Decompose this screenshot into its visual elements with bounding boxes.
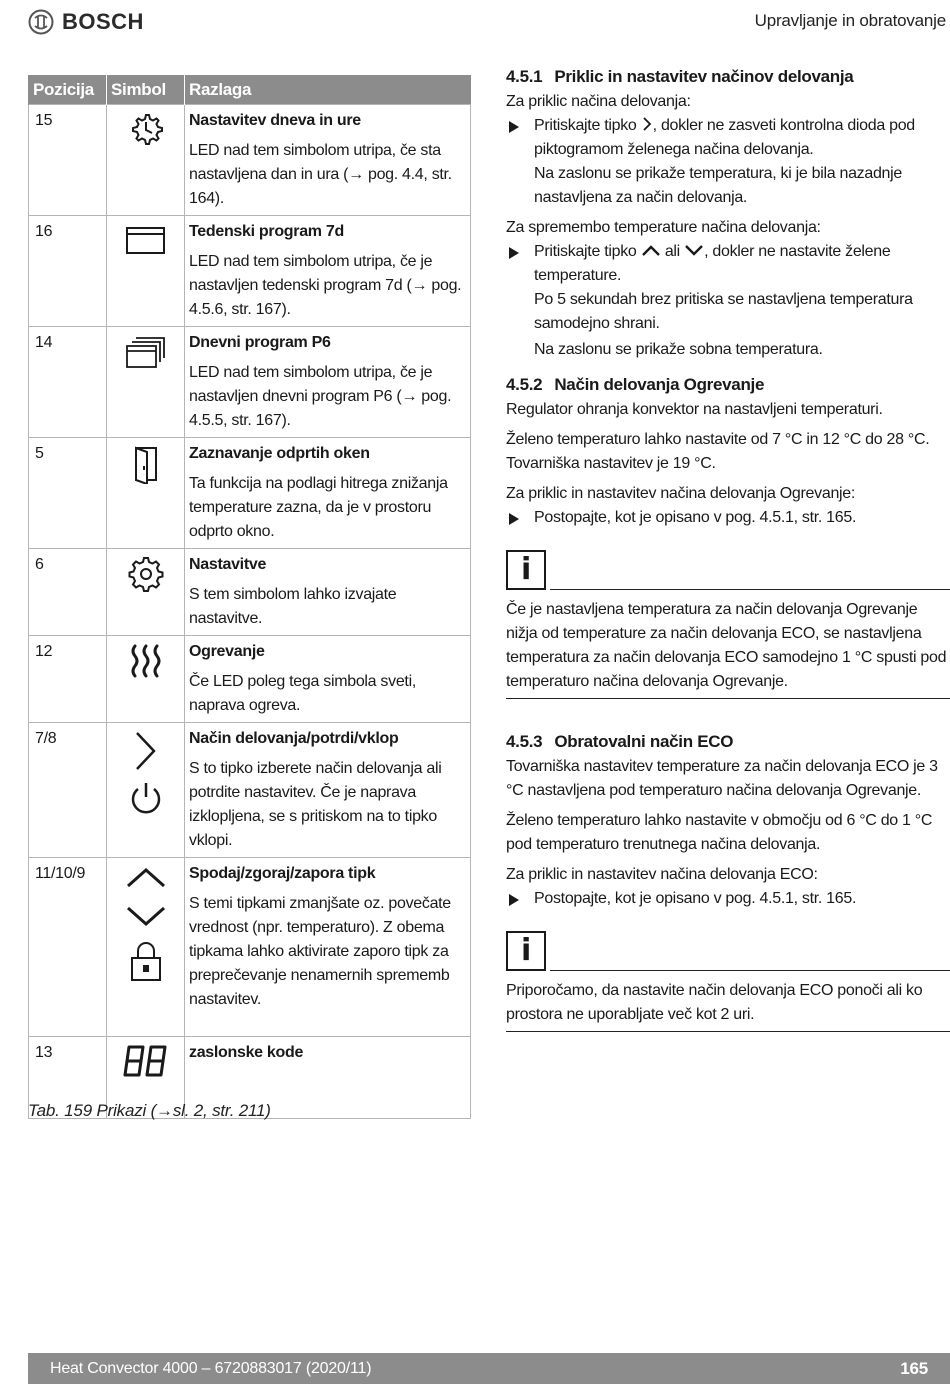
row-title: Nastavitve — [189, 556, 267, 573]
chevron-up-icon — [641, 243, 661, 257]
row-explanation — [185, 105, 471, 216]
paragraph: Za spremembo temperature načina delovanja: — [506, 219, 821, 236]
row-desc: S to tipko izberete način delovanja ali potrdite nastavitev. Če je naprava izklopljena, se s pritiskom na to tipko vklopi. — [189, 760, 442, 849]
brand-logo — [28, 7, 144, 37]
row-position: 13 — [29, 1037, 107, 1119]
row-position: 15 — [29, 105, 107, 216]
heating-waves-icon — [127, 642, 165, 682]
row-symbol — [107, 438, 185, 549]
section-heading-453: 4.5.3 Obratovalni način ECO — [506, 732, 734, 751]
table-row — [29, 327, 471, 438]
row-position: 7/8 — [29, 723, 107, 858]
table-row — [29, 858, 471, 1037]
row-desc: Če LED poleg tega simbola sveti, naprava ogreva. — [189, 673, 416, 714]
bullet-item: Pritiskajte tipko ali , dokler ne nastavite želene temperature. Po 5 sekundah brez pritiska se nastavljena temperatura samodejno shrani. Na zaslonu se prikaže sobna temperatura. — [506, 240, 950, 362]
row-explanation — [185, 636, 471, 723]
paragraph: Tovarniška nastavitev temperature za način delovanja ECO je 3 °C nastavljena pod temperaturo načina delovanja Ogrevanje. — [506, 758, 938, 799]
row-title: Ogrevanje — [189, 643, 265, 660]
bosch-armature-icon — [28, 9, 54, 35]
bullet-result: Na zaslonu se prikaže temperatura, ki je bila nazadnje nastavljena za način delovanja. — [534, 165, 903, 206]
row-position: 6 — [29, 549, 107, 636]
column-header: Simbol — [107, 75, 185, 105]
chevron-down-icon — [684, 243, 704, 257]
row-symbol — [107, 105, 185, 216]
info-icon: i — [506, 550, 546, 590]
row-position: 11/10/9 — [29, 858, 107, 1037]
row-desc: LED nad tem simbolom utripa, če je nastavljen tedenski program 7d (→ pog. 4.5.6, str. 167). — [189, 253, 462, 318]
bullet-item: Postopajte, kot je opisano v pog. 4.5.1, str. 165. — [506, 887, 950, 911]
table-header-row — [29, 75, 471, 105]
row-explanation — [185, 216, 471, 327]
row-position: 5 — [29, 438, 107, 549]
paragraph: Želeno temperaturo lahko nastavite v območju od 6 °C do 1 °C pod temperaturo trenutnega načina delovanja. — [506, 812, 933, 853]
row-symbol — [107, 723, 185, 858]
row-desc: S tem simbolom lahko izvajate nastavitve. — [189, 586, 397, 627]
row-desc: LED nad tem simbolom utripa, če sta nastavljena dan in ura (→ pog. 4.4, str. 164). — [189, 142, 452, 207]
right-column — [506, 64, 950, 1032]
brand-name: BOSCH — [62, 9, 144, 34]
row-explanation — [185, 327, 471, 438]
bullet-item: Postopajte, kot je opisano v pog. 4.5.1, str. 165. — [506, 506, 950, 530]
table-row — [29, 549, 471, 636]
info-note — [506, 548, 950, 699]
column-header: Razlaga — [185, 75, 471, 105]
stacked-pages-icon — [124, 333, 168, 371]
chevron-power-icon — [126, 729, 166, 821]
row-title: zaslonske kode — [189, 1044, 304, 1061]
table-row — [29, 216, 471, 327]
bullet-result: Po 5 sekundah brez pritiska se nastavljena temperatura samodejno shrani. — [534, 291, 913, 332]
up-down-lock-icon — [124, 864, 168, 988]
footer-doc: Heat Convector 4000 – 6720883017 (2020/11) — [50, 1359, 372, 1377]
table-row — [29, 723, 471, 858]
paragraph: Za priklic načina delovanja: — [506, 93, 691, 110]
window-rectangle-icon — [124, 222, 168, 258]
table-row — [29, 636, 471, 723]
note-text: Priporočamo, da nastavite način delovanja ECO ponoči ali ko prostora ne uporabljate več kot 2 uri. — [506, 982, 923, 1023]
row-explanation — [185, 438, 471, 549]
clock-gear-icon — [127, 111, 165, 149]
row-position: 14 — [29, 327, 107, 438]
bullet-result: Na zaslonu se prikaže sobna temperatura. — [534, 341, 823, 358]
row-symbol — [107, 216, 185, 327]
row-title: Tedenski program 7d — [189, 223, 344, 240]
section-title: Upravljanje in obratovanje — [754, 11, 946, 30]
gear-icon — [127, 555, 165, 593]
row-desc: S temi tipkami zmanjšate oz. povečate vrednost (npr. temperaturo). Z obema tipkama lahko aktivirate zaporo tipk za preprečevanje nenamernih sprememb nastavitev. — [189, 895, 451, 1008]
paragraph: Za priklic in nastavitev načina delovanja ECO: — [506, 866, 818, 883]
open-window-icon — [131, 444, 161, 484]
row-symbol — [107, 327, 185, 438]
symbols-table — [28, 75, 471, 1119]
column-header: Pozicija — [29, 75, 107, 105]
row-symbol — [107, 858, 185, 1037]
display-88-icon — [122, 1043, 170, 1083]
section-heading-452: 4.5.2 Način delovanja Ogrevanje — [506, 375, 765, 394]
row-desc: Ta funkcija na podlagi hitrega znižanja temperature zazna, da je v prostoru odprto okno. — [189, 475, 448, 540]
bullet-item: Pritiskajte tipko , dokler ne zasveti kontrolna dioda pod piktogramom želenega načina delovanja. Na zaslonu se prikaže temperatura, ki je bila nazadnje nastavljena za način delovanja. — [506, 114, 950, 210]
section-heading-451: 4.5.1 Priklic in nastavitev načinov delovanja — [506, 67, 854, 86]
row-explanation — [185, 723, 471, 858]
row-explanation — [185, 858, 471, 1037]
row-explanation — [185, 549, 471, 636]
row-symbol — [107, 636, 185, 723]
row-title: Zaznavanje odprtih oken — [189, 445, 370, 462]
paragraph: Želeno temperaturo lahko nastavite od 7 °C in 12 °C do 28 °C. Tovarniška nastavitev je 19 °C. — [506, 431, 930, 472]
row-position: 16 — [29, 216, 107, 327]
paragraph: Regulator ohranja konvektor na nastavljeni temperaturi. — [506, 401, 883, 418]
table-caption: Tab. 159 Prikazi (→sl. 2, str. 211) — [28, 1101, 271, 1120]
note-text: Če je nastavljena temperatura za način delovanja Ogrevanje nižja od temperature za način delovanja ECO, se nastavljena temperatura za način delovanja ECO samodejno 1 °C spusti pod temperaturo načina delovanja Ogrevanje. — [506, 601, 947, 690]
table-row — [29, 438, 471, 549]
row-title: Način delovanja/potrdi/vklop — [189, 730, 399, 747]
page-footer — [28, 1353, 950, 1384]
info-icon: i — [506, 931, 546, 971]
paragraph: Za priklic in nastavitev načina delovanja Ogrevanje: — [506, 485, 856, 502]
row-desc: LED nad tem simbolom utripa, če je nastavljen dnevni program P6 (→ pog. 4.5.5, str. 167). — [189, 364, 452, 429]
info-note — [506, 929, 950, 1032]
row-symbol — [107, 549, 185, 636]
table-row — [29, 105, 471, 216]
chevron-right-icon — [641, 116, 653, 132]
row-position: 12 — [29, 636, 107, 723]
row-title: Spodaj/zgoraj/zapora tipk — [189, 865, 376, 882]
page-number: 165 — [900, 1358, 928, 1378]
row-title: Dnevni program P6 — [189, 334, 331, 351]
row-title: Nastavitev dneva in ure — [189, 112, 361, 129]
